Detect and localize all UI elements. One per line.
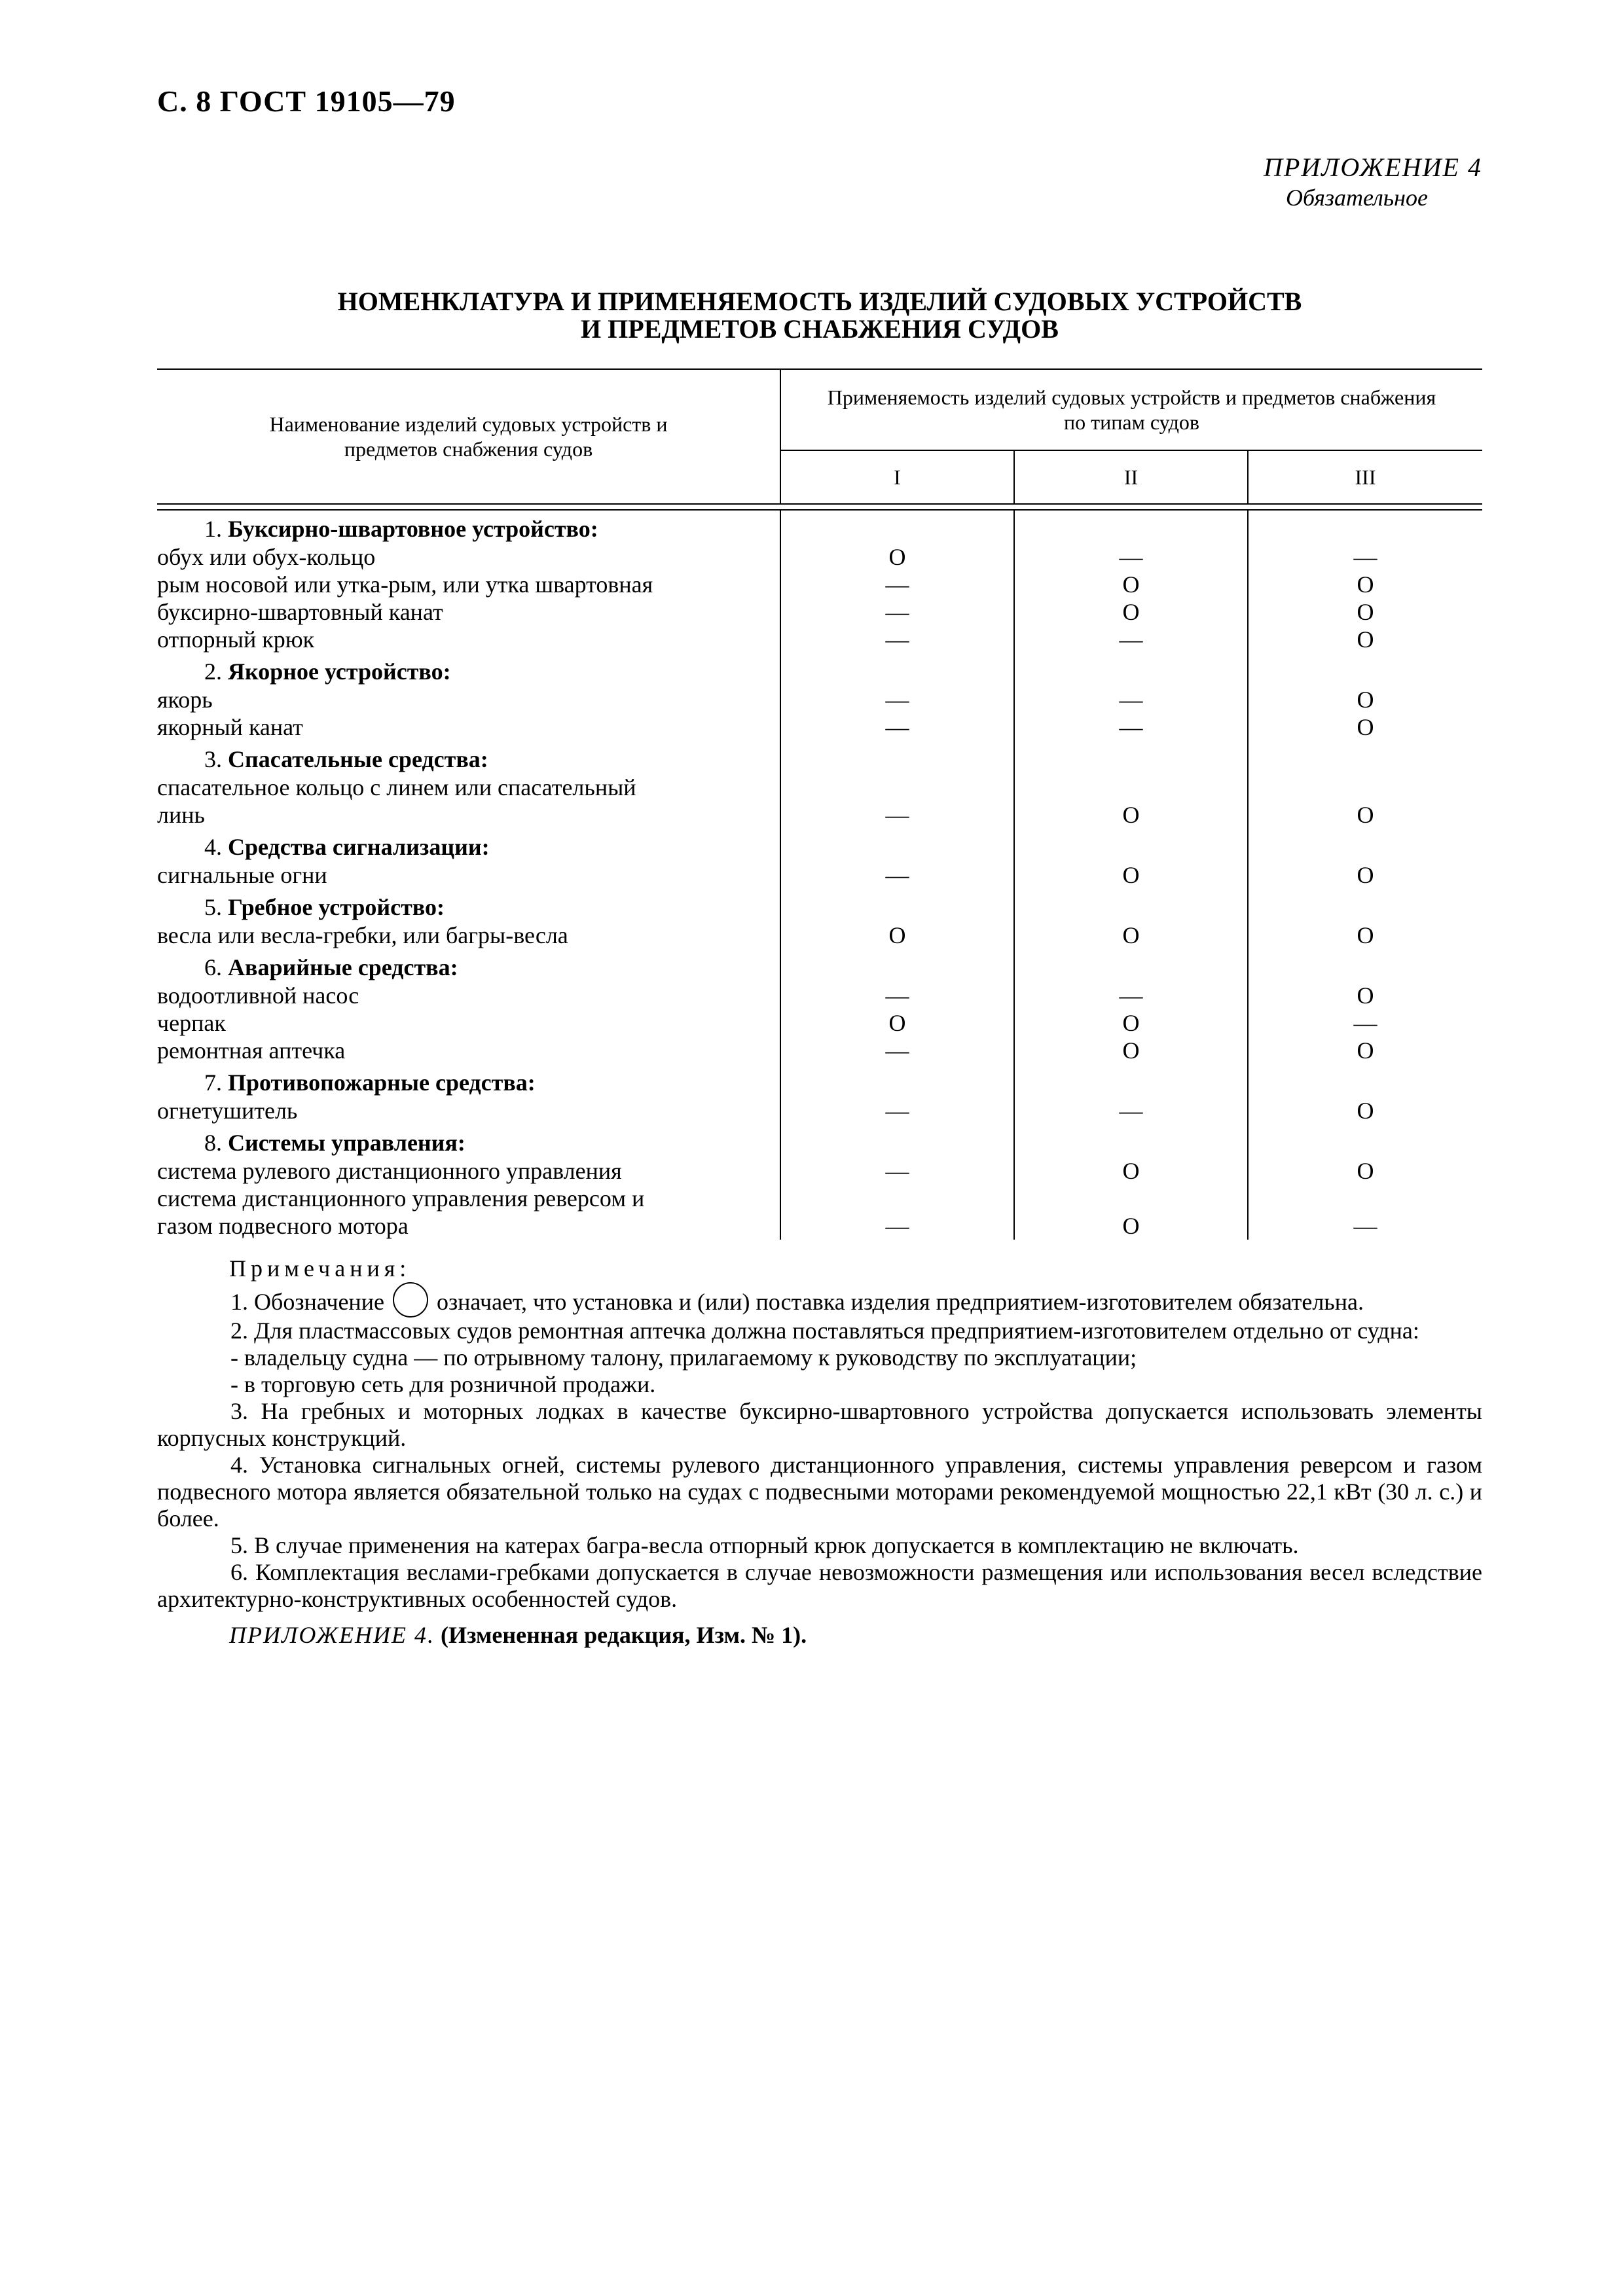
applicability-mark: — [885,626,909,653]
applicability-mark [1015,774,1247,801]
document-title [157,288,1482,343]
header-separator [157,504,1482,510]
applicability-cell-type-1 [780,1124,1014,1240]
applicability-cell-type-3 [1248,829,1482,889]
section-name-cell [157,889,780,949]
applicability-cell-type-1 [780,741,1014,829]
applicability-mark: O [1357,982,1374,1009]
column-header-type-2: II [1014,450,1248,504]
applicability-cell-type-2 [1014,1064,1248,1124]
section-name-cell [157,510,780,653]
title-line-1: НОМЕНКЛАТУРА И ПРИМЕНЯЕМОСТЬ ИЗДЕЛИЙ СУДОВЫХ УСТРОЙСТВ [337,287,1302,316]
item-label: система дистанционного управления реверсом и [157,1185,645,1211]
applicability-mark: — [1353,544,1377,570]
notes-section [157,1255,1482,1649]
applicability-cell-type-2 [1014,949,1248,1064]
applicability-mark: O [1357,571,1374,598]
applicability-mark: O [1357,922,1374,948]
amendment-note: ПРИЛОЖЕНИЕ 4. (Измененная редакция, Изм. № 1). [229,1622,807,1648]
applicability-cell-type-3 [1248,741,1482,829]
applicability-mark: O [1122,1158,1140,1184]
table-section-row [157,741,1482,829]
applicability-mark: — [885,687,909,713]
column-header-type-3: III [1355,465,1376,489]
applicability-mark [781,774,1013,801]
applicability-mark: O [1357,687,1374,713]
applicability-cell-type-2 [1014,889,1248,949]
applicability-mark [781,1185,1013,1212]
applicability-mark: — [1119,1098,1143,1124]
applicability-mark [1249,774,1482,801]
applicability-mark: O [1122,1037,1140,1064]
applicability-cell-type-3 [1248,510,1482,653]
applicability-mark: O [1357,1098,1374,1124]
applicability-mark: — [885,1158,909,1184]
note-5: 5. В случае применения на катерах багра-весла отпорный крюк допускается в комплектацию не включать. [230,1532,1299,1558]
section-name-cell [157,1124,780,1240]
item-label: обух или обух-кольцо [157,544,376,570]
column-header-applicability: Применяемость изделий судовых устройств и предметов снабжения по типам судов [780,369,1482,450]
applicability-cell-type-3 [1248,889,1482,949]
section-name-cell [157,1064,780,1124]
nomenclature-table [157,368,1482,1240]
item-label: весла или весла-гребки, или багры-весла [157,922,568,948]
section-title: 6. Аварийные средства: [204,954,458,980]
applicability-mark: O [888,1010,906,1036]
section-title: 7. Противопожарные средства: [204,1069,536,1096]
applicability-mark: — [1119,687,1143,713]
item-label: черпак [157,1010,226,1036]
section-title: 1. Буксирно-швартовное устройство: [204,516,598,542]
column-header-name: Наименование изделий судовых устройств и предметов снабжения судов [157,369,780,504]
item-label: ремонтная аптечка [157,1037,346,1064]
applicability-cell-type-1 [780,889,1014,949]
table-section-row [157,510,1482,653]
section-name-cell [157,741,780,829]
appendix-label: ПРИЛОЖЕНИЕ 4 [1264,152,1482,182]
item-label: якорный канат [157,714,303,740]
note-1: 1. Обозначение означает, что установка и (или) поставка изделия предприятием-изготовителем обязательна. [157,1282,1482,1318]
applicability-mark: O [888,922,906,948]
applicability-cell-type-1 [780,949,1014,1064]
applicability-mark: — [1353,1010,1377,1036]
applicability-cell-type-2 [1014,653,1248,741]
applicability-mark: — [1119,544,1143,570]
applicability-cell-type-1 [780,829,1014,889]
applicability-cell-type-3 [1248,653,1482,741]
appendix-block [1264,152,1482,212]
applicability-cell-type-2 [1014,510,1248,653]
section-title: 8. Системы управления: [204,1130,465,1156]
section-title: 4. Средства сигнализации: [204,834,490,860]
note-2-item-b: - в торговую сеть для розничной продажи. [230,1371,656,1397]
title-line-2: И ПРЕДМЕТОВ СНАБЖЕНИЯ СУДОВ [581,314,1059,344]
page-header: С. 8 ГОСТ 19105—79 [157,84,456,118]
applicability-mark: O [1122,599,1140,625]
item-label: спасательное кольцо с линем или спасательный [157,774,636,800]
applicability-cell-type-3 [1248,1064,1482,1124]
applicability-cell-type-1 [780,653,1014,741]
applicability-mark: — [885,1098,909,1124]
applicability-mark: O [1122,862,1140,888]
notes-title: Примечания: [229,1255,411,1282]
item-label: отпорный крюк [157,626,315,653]
table-section-row [157,889,1482,949]
applicability-mark [1249,1185,1482,1212]
applicability-mark: O [1122,1213,1140,1239]
table-section-row [157,829,1482,889]
applicability-mark: O [1357,599,1374,625]
applicability-mark: O [1122,571,1140,598]
item-label: рым носовой или утка-рым, или утка швартовная [157,571,653,598]
section-name-cell [157,653,780,741]
table-body [157,510,1482,1240]
applicability-mark: O [1357,1037,1374,1064]
applicability-mark: O [1357,802,1374,828]
appendix-status: Обязательное [1286,185,1428,211]
applicability-cell-type-3 [1248,949,1482,1064]
item-label: буксирно-швартовный канат [157,599,443,625]
applicability-mark: — [885,714,909,740]
column-header-type-1: I [780,450,1014,504]
section-name-cell [157,829,780,889]
table-section-row [157,949,1482,1064]
circle-icon [393,1282,428,1318]
item-label: система рулевого дистанционного управления [157,1158,622,1184]
applicability-mark: O [1357,862,1374,888]
applicability-mark: — [885,862,909,888]
item-label: водоотливной насос [157,982,359,1009]
applicability-mark: — [885,802,909,828]
applicability-mark: — [1119,714,1143,740]
table-section-row [157,1124,1482,1240]
item-label: газом подвесного мотора [157,1213,409,1239]
applicability-cell-type-2 [1014,1124,1248,1240]
applicability-mark: — [885,982,909,1009]
applicability-mark: O [1357,626,1374,653]
item-label: огнетушитель [157,1098,298,1124]
note-4: 4. Установка сигнальных огней, системы рулевого дистанционного управления, системы управления реверсом и газом подвесного мотора является обязательной только на судах с подвесными моторами рекомендуемой мощностью 22,1 кВт (30 л. с.) и более. [157,1452,1482,1532]
applicability-cell-type-1 [780,510,1014,653]
table-section-row [157,1064,1482,1124]
applicability-mark: O [1122,1010,1140,1036]
applicability-mark: O [1357,714,1374,740]
note-3: 3. На гребных и моторных лодках в качестве буксирно-швартовного устройства допускается использовать элементы корпусных конструкций. [157,1398,1482,1451]
applicability-mark: O [1122,802,1140,828]
applicability-cell-type-3 [1248,1124,1482,1240]
applicability-mark: — [885,571,909,598]
applicability-mark: — [1119,982,1143,1009]
section-title: 3. Спасательные средства: [204,746,488,772]
applicability-mark: — [885,1213,909,1239]
applicability-mark: — [1119,626,1143,653]
note-2: 2. Для пластмассовых судов ремонтная аптечка должна поставляться предприятием-изготовителем отдельно от судна: [230,1318,1419,1344]
section-title: 5. Гребное устройство: [204,894,445,920]
applicability-mark: — [885,1037,909,1064]
applicability-cell-type-2 [1014,741,1248,829]
applicability-mark: O [888,544,906,570]
applicability-mark: — [1353,1213,1377,1239]
item-label: линь [157,802,205,828]
note-6: 6. Комплектация веслами-гребками допускается в случае невозможности размещения или использования весел вследствие архитектурно-конструктивных особенностей судов. [157,1559,1482,1612]
item-label: сигнальные огни [157,862,327,888]
table-section-row [157,653,1482,741]
applicability-cell-type-1 [780,1064,1014,1124]
applicability-mark [1015,1185,1247,1212]
applicability-cell-type-2 [1014,829,1248,889]
applicability-mark: O [1122,922,1140,948]
applicability-mark: O [1357,1158,1374,1184]
section-title: 2. Якорное устройство: [204,658,451,685]
applicability-mark: — [885,599,909,625]
item-label: якорь [157,687,213,713]
section-name-cell [157,949,780,1064]
note-2-item-a: - владельцу судна — по отрывному талону, прилагаемому к руководству по эксплуатации; [230,1344,1137,1371]
